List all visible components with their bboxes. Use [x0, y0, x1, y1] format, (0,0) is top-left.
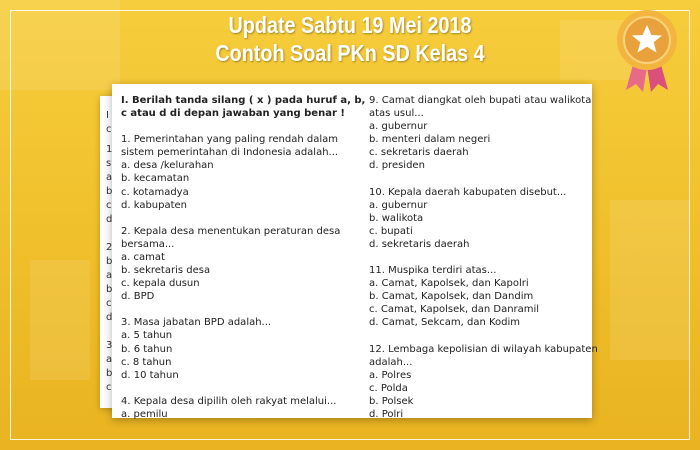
answer-option: a. gubernur — [369, 121, 428, 133]
answer-option: a. gubernur — [369, 199, 428, 211]
answer-option: a. desa /kelurahan — [121, 160, 214, 172]
answer-option: b. sekretaris desa — [121, 265, 211, 277]
left-column — [121, 94, 366, 421]
question-text: 2. Kepala desa menentukan peraturan desa — [121, 225, 341, 237]
page-title-line1: Update Sabtu 19 Mei 2018 — [228, 12, 472, 38]
question-text: 12. Lembaga kepolisian di wilayah kabupaten — [369, 343, 598, 355]
answer-option: b. Polsek — [369, 395, 414, 407]
answer-option: c. sekretaris daerah — [369, 147, 469, 159]
answer-option: c. 8 tahun — [121, 356, 172, 368]
question-text: 3. Masa jabatan BPD adalah... — [121, 317, 272, 329]
answer-option: c. kotamadya — [121, 186, 189, 198]
back-paper: I c 1 s a b c d 2 b a b c d 3 a b c — [100, 96, 228, 408]
question-4 — [121, 395, 361, 421]
answer-option: a. Polres — [369, 369, 412, 381]
answer-option: c. Polda — [369, 382, 408, 394]
right-column — [369, 94, 598, 421]
answer-option: d. Polri — [369, 408, 404, 420]
question-text: 9. Camat diangkat oleh bupati atau walikota — [369, 95, 592, 106]
question-text: adalah... — [369, 356, 413, 368]
star-medal-icon — [612, 4, 682, 94]
question-text: sistem pemerintahan di Indonesia adalah... — [121, 147, 339, 159]
answer-option: a. camat — [121, 251, 165, 263]
question-text: atas usul... — [369, 108, 424, 120]
answer-option: b. walikota — [369, 212, 424, 224]
question-text: 11. Muspika terdiri atas... — [369, 265, 497, 277]
answer-option: d. kabupaten — [121, 199, 188, 211]
answer-option: d. 10 tahun — [121, 369, 179, 381]
question-12 — [369, 343, 598, 422]
instruction-line: I. Berilah tanda silang ( x ) pada huruf a, b, — [121, 95, 366, 106]
question-3 — [121, 316, 361, 381]
answer-option: a. 5 tahun — [121, 330, 173, 342]
question-11 — [369, 264, 591, 329]
answer-option: a. Camat, Kapolsek, dan Kapolri — [369, 278, 529, 290]
question-sheet — [112, 84, 598, 420]
answer-option: c. Camat, Kapolsek, dan Danramil — [369, 304, 540, 316]
question-2 — [121, 225, 361, 304]
answer-option: b. kecamatan — [121, 173, 190, 185]
answer-option: b. Camat, Kapolsek, dan Dandim — [369, 291, 534, 303]
answer-option: a. pemilu — [121, 408, 168, 420]
answer-option: c. bupati — [369, 225, 413, 237]
answer-option: b. menteri dalam negeri — [369, 134, 491, 146]
question-text: 1. Pemerintahan yang paling rendah dalam — [121, 134, 339, 146]
page-title-line2: Contoh Soal PKn SD Kelas 4 — [215, 40, 485, 66]
question-10 — [369, 186, 591, 251]
answer-option: d. sekretaris daerah — [369, 238, 470, 250]
answer-option: b. 6 tahun — [121, 343, 173, 355]
question-text: 4. Kepala desa dipilih oleh rakyat melalui... — [121, 395, 337, 407]
question-1 — [121, 133, 361, 212]
answer-option: d. presiden — [369, 160, 425, 172]
answer-option: c. kepala dusun — [121, 278, 200, 290]
answer-option: d. Camat, Sekcam, dan Kodim — [369, 317, 521, 329]
instruction-line: c atau d di depan jawaban yang benar ! — [121, 108, 345, 120]
question-9 — [369, 94, 591, 173]
answer-option: d. BPD — [121, 291, 155, 303]
question-text: 10. Kepala daerah kabupaten disebut... — [369, 186, 567, 198]
question-text: bersama... — [121, 238, 175, 250]
